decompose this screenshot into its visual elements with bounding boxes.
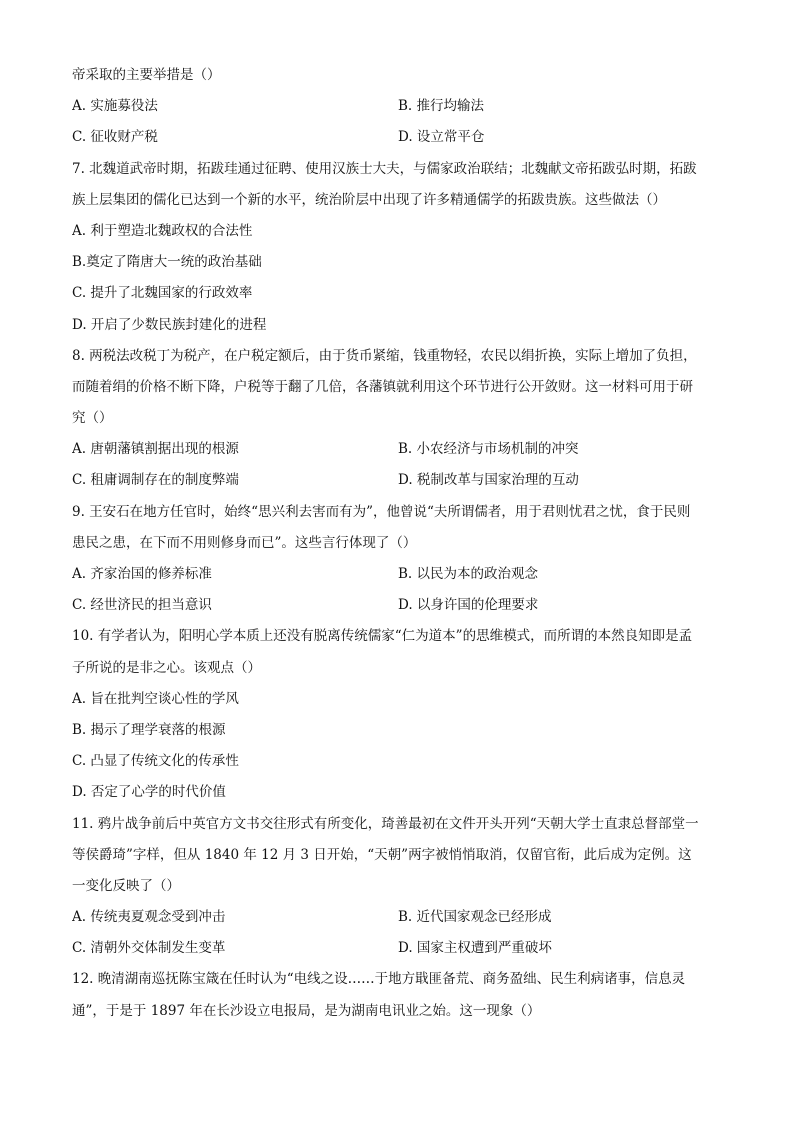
q7-stem-line-1: 7. 北魏道武帝时期，拓跋珪通过征聘、使用汉族士大夫，与儒家政治联结；北魏献文帝拓跋弘时期，拓跋 [72, 160, 697, 177]
q10-option-c: C. 凸显了传统文化的传承性 [72, 753, 239, 770]
q10-option-d: D. 否定了心学的时代价值 [72, 784, 226, 801]
q10-stem-line-2: 子所说的是非之心。该观点（） [72, 659, 261, 676]
q7-option-a: A. 利于塑造北魏政权的合法性 [72, 222, 253, 239]
q6-options-row-1 [72, 91, 724, 122]
q8-stem-line-3: 究（） [72, 410, 113, 427]
q6-option-c: C. 征收财产税 [72, 129, 158, 146]
q8-options-row-2 [72, 465, 724, 496]
q8-option-d: D. 税制改革与国家治理的互动 [398, 472, 579, 489]
q11-stem-line-1: 11. 鸦片战争前后中英官方文书交往形式有所变化，琦善最初在文件开头开列“天朝大学士直隶总督部堂一 [72, 815, 699, 832]
q9-options-row-1 [72, 559, 724, 590]
q8-option-b: B. 小农经济与市场机制的冲突 [398, 441, 579, 458]
q11-option-a: A. 传统夷夏观念受到冲击 [72, 909, 226, 926]
q7-stem-line-2: 族上层集团的儒化已达到一个新的水平，统治阶层中出现了许多精通儒学的拓跋贵族。这些做法（） [72, 191, 666, 208]
q9-options-row-2 [72, 590, 724, 621]
q11-option-d: D. 国家主权遭到严重破坏 [398, 940, 552, 957]
q7-option-b: B.奠定了隋唐大一统的政治基础 [72, 254, 262, 271]
q8-options-row-1 [72, 434, 724, 465]
q9-option-b: B. 以民为本的政治观念 [398, 566, 539, 582]
q6-option-d: D. 设立常平仓 [398, 129, 485, 146]
q6-options-row-2 [72, 122, 724, 153]
q11-option-c: C. 清朝外交体制发生变革 [72, 940, 226, 957]
q9-stem-line-1: 9. 王安石在地方任官时，始终“思兴利去害而有为”，他曾说“夫所谓儒者，用于君则忧君之忧，食于民则 [72, 503, 691, 520]
q8-option-a: A. 唐朝藩镇割据出现的根源 [72, 441, 239, 458]
q8-stem-line-1: 8. 两税法改税丁为税产，在户税定额后，由于货币紧缩，钱重物轻，农民以绢折换，实际上增加了负担， [72, 347, 697, 364]
q9-stem-line-2: 患民之患，在下而不用则修身而已”。这些言行体现了（） [72, 534, 417, 551]
q11-option-b: B. 近代国家观念已经形成 [398, 909, 552, 926]
q12-stem-line-2: 通”，于是于 1897 年在长沙设立电报局，是为湖南电讯业之始。这一现象（） [72, 1002, 541, 1019]
q12-stem-line-1: 12. 晚清湖南巡抚陈宝箴在任时认为“电线之设……于地方戢匪备荒、商务盈绌、民生利病诸事，信息灵 [72, 971, 686, 988]
q11-options-row-2 [72, 933, 724, 964]
q6-option-b: B. 推行均输法 [398, 98, 485, 115]
q8-stem-line-2: 而随着绢的价格不断下降，户税等于翻了几倍，各藩镇就利用这个环节进行公开敛财。这一材料可用于研 [72, 378, 693, 395]
q10-option-b: B. 揭示了理学衰落的根源 [72, 721, 226, 738]
q10-stem-line-1: 10. 有学者认为，阳明心学本质上还没有脱离传统儒家“仁为道本”的思维模式，而所谓的本然良知即是孟 [72, 628, 693, 645]
exam-page [72, 60, 724, 1027]
q8-option-c: C. 租庸调制存在的制度弊端 [72, 472, 239, 489]
q7-option-c: C. 提升了北魏国家的行政效率 [72, 285, 253, 302]
q9-option-c: C. 经世济民的担当意识 [72, 597, 212, 614]
q11-options-row-1 [72, 902, 724, 933]
q9-option-d: D. 以身许国的伦理要求 [398, 597, 539, 614]
q10-option-a: A. 旨在批判空谈心性的学风 [72, 690, 239, 707]
q6-stem: 帝采取的主要举措是（） [72, 67, 221, 83]
q9-option-a: A. 齐家治国的修养标准 [72, 566, 212, 582]
q11-stem-line-3: 一变化反映了（） [72, 877, 180, 894]
q7-option-d: D. 开启了少数民族封建化的进程 [72, 316, 267, 333]
q11-stem-line-2: 等侯爵琦”字样，但从 1840 年 12 月 3 日开始，“天朝”两字被悄悄取消，仅留官衔，此后成为定例。这 [72, 846, 692, 863]
q6-option-a: A. 实施募役法 [72, 98, 158, 115]
